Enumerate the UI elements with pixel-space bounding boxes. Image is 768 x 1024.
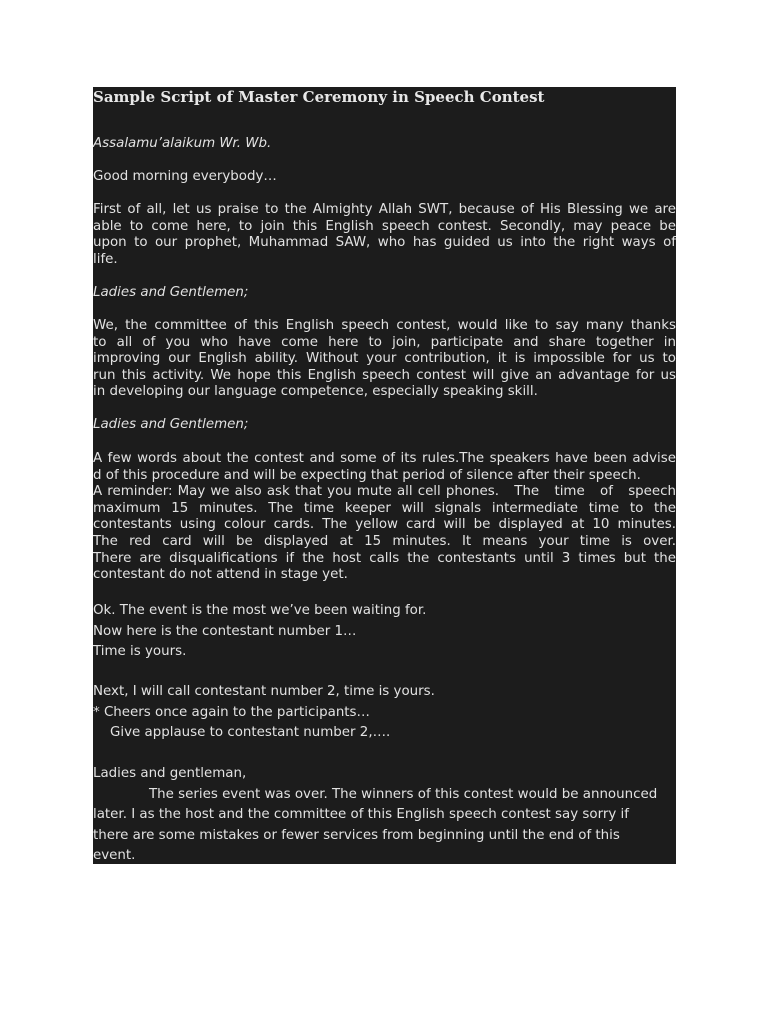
closing-line: there are some mistakes or fewer services from beginning until the end of this [93, 827, 620, 843]
paragraph-line: First of all, let us praise to the Almighty Allah SWT, because of His Blessing we are [93, 202, 676, 217]
next-line: Next, I will call contestant number 2, time is yours. [93, 684, 435, 699]
event-lines [93, 601, 676, 663]
greeting-line: Assalamu’alaikum Wr. Wb. [93, 136, 272, 151]
next-line: * Cheers once again to the participants… [93, 704, 370, 720]
paragraph-line: to all of you who have come here to join, participate and share together in [93, 334, 676, 350]
closing-line: event. [93, 848, 136, 863]
paragraph-line: run this activity. We hope this English speech contest will give an advantage for us [93, 367, 676, 383]
next-contestant-lines [93, 682, 676, 744]
paragraph-line: d of this procedure and will be expecting that period of silence after their speech. [93, 467, 641, 483]
event-line: Time is yours. [93, 644, 187, 659]
paragraph-line: life. [93, 251, 118, 267]
closing-line: Ladies and gentleman, [93, 766, 247, 781]
ladies-gentlemen-heading: Ladies and Gentlemen; [93, 285, 249, 300]
paragraph-line: in developing our language competence, especially speaking skill. [93, 384, 538, 400]
committee-paragraph [93, 318, 676, 401]
paragraph-line: There are disqualifications if the host calls the contestants until 3 times but the [93, 550, 676, 566]
paragraph-line: maximum 15 minutes. The time keeper will signals intermediate time to the [93, 500, 676, 516]
paragraph-line: A few words about the contest and some of its rules.The speakers have been advise [93, 451, 676, 466]
event-line: Now here is the contestant number 1… [93, 623, 357, 639]
paragraph-line: able to come here, to join this English speech contest. Secondly, may peace be [93, 218, 676, 234]
paragraph-line: The red card will be displayed at 15 minutes. It means your time is over. [93, 533, 676, 549]
document-title: Sample Script of Master Ceremony in Speech Contest [93, 88, 545, 106]
paragraph-line: improving our English ability. Without your contribution, it is impossible for us to [93, 351, 676, 367]
next-line: Give applause to contestant number 2,…. [93, 725, 391, 740]
praise-paragraph [93, 202, 676, 268]
document-page [93, 87, 676, 864]
event-line: Ok. The event is the most we’ve been waiting for. [93, 603, 427, 618]
paragraph-line: A reminder: May we also ask that you mute all cell phones. The time of speech [93, 484, 676, 500]
closing-paragraph [93, 764, 676, 864]
good-morning-line: Good morning everybody… [93, 169, 277, 184]
closing-line: later. I as the host and the committee of this English speech contest say sorry if [93, 807, 629, 822]
paragraph-line: contestant do not attend in stage yet. [93, 567, 348, 583]
closing-line: The series event was over. The winners of this contest would be announced [149, 786, 658, 802]
ladies-gentlemen-heading: Ladies and Gentlemen; [93, 417, 249, 432]
paragraph-line: We, the committee of this English speech contest, would like to say many thanks [93, 318, 676, 333]
paragraph-line: contestants using colour cards. The yellow card will be displayed at 10 minutes. [93, 517, 676, 533]
paragraph-line: upon to our prophet, Muhammad SAW, who has guided us into the right ways of [93, 235, 676, 251]
rules-paragraph [93, 451, 676, 584]
